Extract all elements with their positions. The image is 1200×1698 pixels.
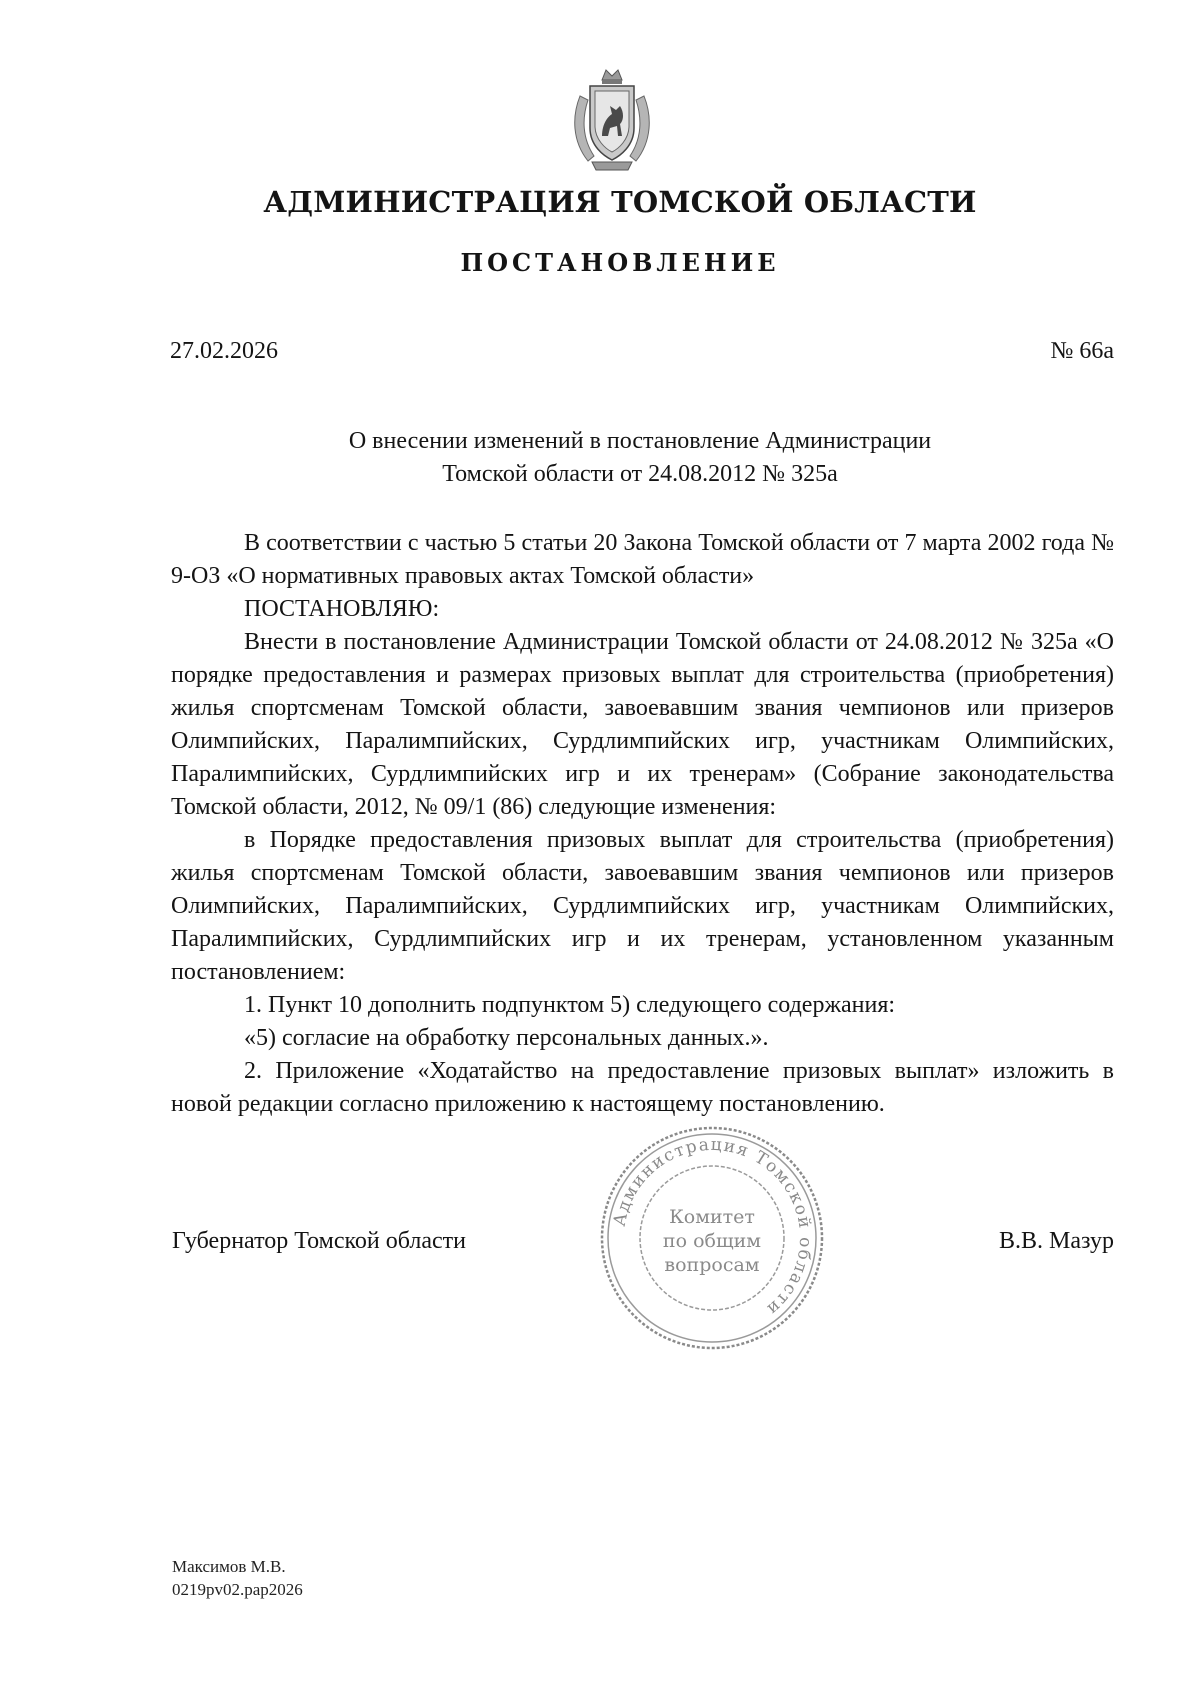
preamble-paragraph: В соответствии с частью 5 статьи 20 Закона Томской области от 7 марта 2002 года № 9-ОЗ «О нормативных правовых актах Томской области» bbox=[171, 530, 1114, 589]
signatory-name: В.В. Мазур bbox=[999, 1228, 1114, 1254]
coat-of-arms-emblem bbox=[562, 66, 662, 176]
document-subject bbox=[200, 425, 1080, 491]
document-body bbox=[171, 527, 1114, 1121]
executor-name: Максимов М.В. bbox=[172, 1557, 286, 1576]
item-1-quote-paragraph: «5) согласие на обработку персональных данных.». bbox=[244, 1025, 769, 1051]
file-code: 0219pv02.pap2026 bbox=[172, 1580, 303, 1599]
document-number: № 66а bbox=[1050, 338, 1114, 364]
stamp-ring-text: Администрация Томской области bbox=[609, 1134, 816, 1320]
decree-word: ПОСТАНОВЛЯЮ: bbox=[244, 596, 440, 622]
item-1-paragraph: 1. Пункт 10 дополнить подпунктом 5) следующего содержания: bbox=[244, 992, 896, 1018]
item-2-paragraph: 2. Приложение «Ходатайство на предоставление призовых выплат» изложить в новой редакции согласно приложению к настоящему постановлению. bbox=[171, 1058, 1114, 1117]
subject-line-1: О внесении изменений в постановление Администрации bbox=[348, 428, 932, 454]
stamp-center-line-1: Комитет bbox=[669, 1206, 755, 1228]
organization-title: АДМИНИСТРАЦИЯ ТОМСКОЙ ОБЛАСТИ bbox=[263, 185, 977, 219]
official-stamp bbox=[597, 1123, 827, 1353]
procedure-paragraph: в Порядке предоставления призовых выплат для строительства (приобретения) жилья спортсменам Томской области, завоевавшим звания чемпионов или призеров Олимпийских, Паралимпийских, Сурдлимпийских игр, участникам Олимпийских, Паралимпийских, Сурдлимпийских игр и их тренерам, установленном указанным постановлением: bbox=[171, 827, 1114, 985]
document-type: ПОСТАНОВЛЕНИЕ bbox=[460, 248, 780, 277]
subject-line-2: Томской области от 24.08.2012 № 325а bbox=[442, 461, 838, 487]
signatory-position: Губернатор Томской области bbox=[172, 1228, 466, 1254]
stamp-center-line-3: вопросам bbox=[664, 1254, 760, 1276]
executor-footer bbox=[172, 1555, 303, 1601]
document-date: 27.02.2026 bbox=[170, 338, 278, 364]
amendment-intro-paragraph: Внести в постановление Администрации Томской области от 24.08.2012 № 325а «О порядке предоставления и размерах призовых выплат для строительства (приобретения) жилья спортсменам Томской области, завоевавшим звания чемпионов или призеров Олимпийских, Паралимпийских, Сурдлимпийских игр, участникам Олимпийских, Паралимпийских, Сурдлимпийских игр и их тренерам» (Собрание законодательства Томской области, 2012, № 09/1 (86) следующие изменения: bbox=[171, 629, 1114, 820]
stamp-center-line-2: по общим bbox=[662, 1230, 762, 1252]
